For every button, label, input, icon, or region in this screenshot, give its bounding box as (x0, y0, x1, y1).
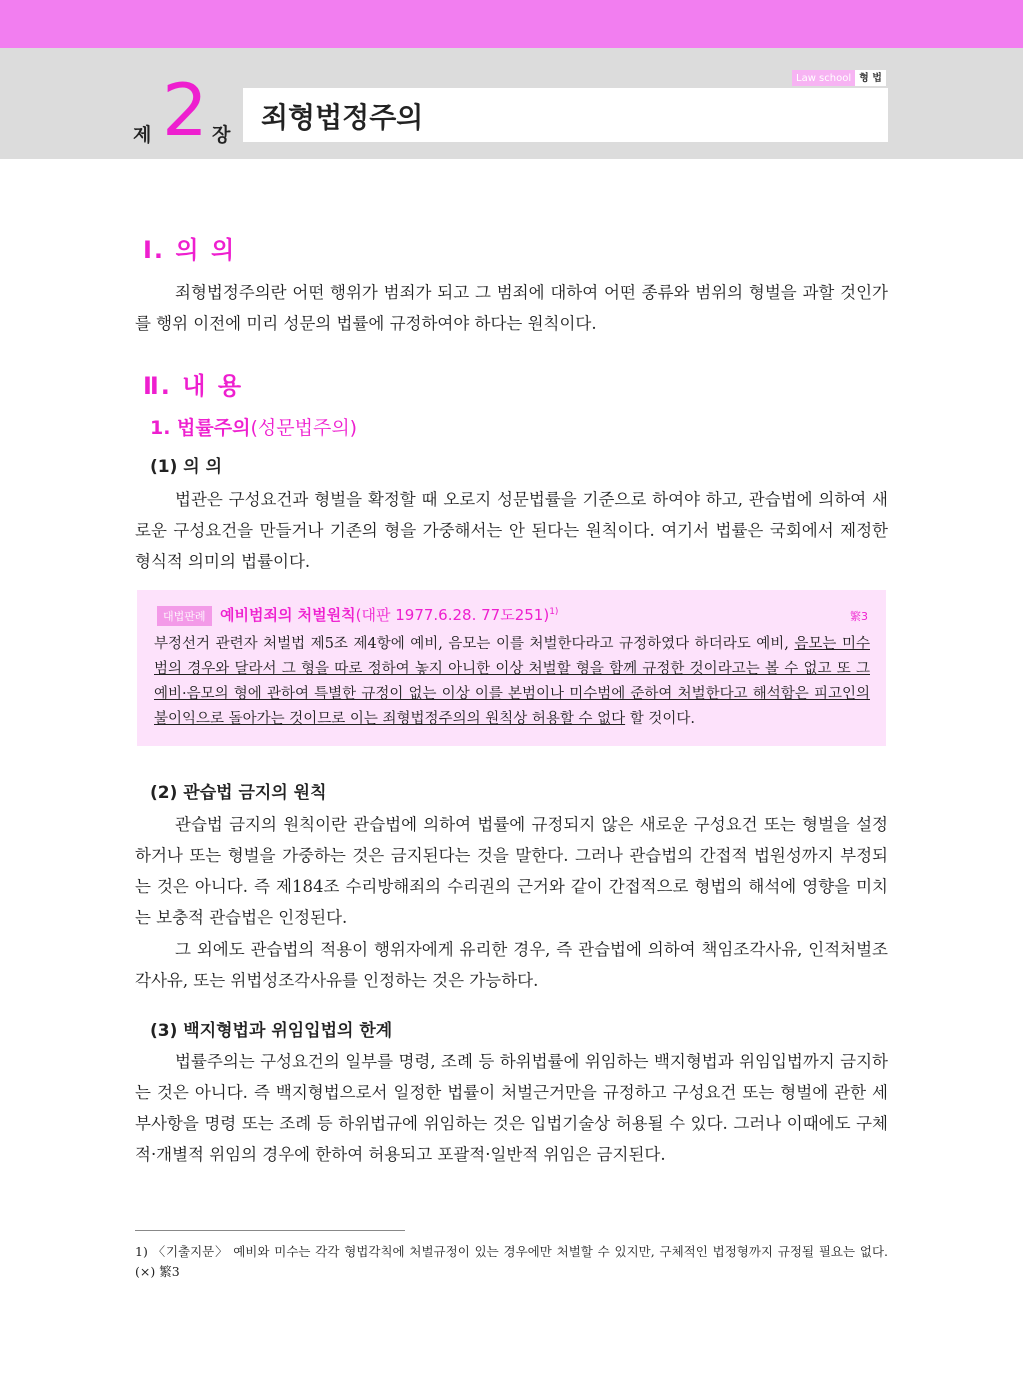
section-heading-2: Ⅱ. 내 용 (143, 372, 244, 400)
chapter-number: 2 (162, 68, 208, 152)
case-text: 부정선거 관련자 처벌법 제5조 제4항에 예비, 음모는 이를 처벌한다라고 규정하였다 하더라도 예비, 음모는 미수범의 경우와 달라서 그 형을 따로 정하여 놓지 아니한 이상 처벌할 형을 함께 규정한 것이라고는 볼 수 없고 또 그 예비·음모의 형에 관하여 특별한 규정이 없는 이상 이를 본범이나 미수범에 준하여 처벌한다고 해석함은 피고인의 불이익으로 돌아가는 것이므로 이는 죄형법정주의의 원칙상 허용할 수 없다 할 것이다. (154, 636, 870, 727)
running-header-tag (792, 70, 886, 86)
case-badge: 대법판례 (157, 606, 212, 626)
chapter-title: 죄형법정주의 (261, 101, 424, 134)
series-label: Law school (792, 70, 855, 86)
footnote: 1) 〈기출지문〉 예비와 미수는 각각 형법각칙에 처벌규정이 있는 경우에만 처벌할 수 있지만, 구체적인 법정형까지 규정될 필요는 없다. (×) 繁3 (135, 1244, 888, 1279)
underlined-holding: 음모는 미수범의 경우와 달라서 그 형을 따로 정하여 놓지 아니한 이상 처벌할 형을 함께 규정한 것이라고는 볼 수 없고 또 그 예비·음모의 형에 관하여 특별한 규정이 없는 이상 이를 본범이나 미수범에 준하여 처벌한다고 해석함은 피고인의 불이익으로 돌아가는 것이므로 이는 죄형법정주의의 원칙상 허용할 수 없다 (154, 636, 870, 727)
point-2-paragraph-1: 관습법 금지의 원칙이란 관습법에 의하여 법률에 규정되지 않은 새로운 구성요건 또는 형벌을 설정하거나 또는 형벌을 가중하는 것은 금지된다는 것을 말한다. 그러나 관습법의 간접적 법원성까지 부정되는 것은 아니다. 즉 제184조 수리방해죄의 수리권의 근거와 같이 간접적으로 형법의 해석에 영향을 미치는 보충적 관습법은 인정된다. (135, 815, 888, 927)
subject-label: 형 법 (855, 70, 886, 86)
footnote-divider (135, 1230, 405, 1231)
chapter-title-box (243, 88, 888, 142)
case-title: 예비범죄의 처벌원칙(대판 1977.6.28. 77도251)$^{1)}$ (220, 606, 559, 624)
point-heading-3: (3) 백지형법과 위임입법의 한계 (150, 1021, 393, 1041)
point-3-paragraph: 법률주의는 구성요건의 일부를 명령, 조례 등 하위법률에 위임하는 백지형법과 위임입법까지 금지하는 것은 아니다. 즉 백지형법으로서 일정한 법률이 처벌근거만을 규정하고 구성요건 또는 형벌에 관한 세부사항을 명령 또는 조례 등 하위법규에 위임하는 것은 입법기술상 허용될 수 있다. 그러나 이때에도 구체적·개별적 위임의 경우에 한하여 허용되고 포괄적·일반적 위임은 금지된다. (135, 1052, 888, 1164)
point-heading-1: (1) 의 의 (150, 457, 223, 477)
section-heading-1: Ⅰ. 의 의 (143, 236, 237, 264)
chapter-suffix: 장 (212, 124, 231, 146)
top-accent-bar (0, 0, 1023, 48)
subsection-heading-1: 1. 법률주의(성문법주의) (150, 417, 358, 439)
point-2-paragraph-2: 그 외에도 관습법의 적용이 행위자에게 유리한 경우, 즉 관습법에 의하여 책임조각사유, 인적처벌조각사유, 또는 위법성조각사유를 인정하는 것은 가능하다. (135, 940, 888, 990)
section-1-paragraph: 죄형법정주의란 어떤 행위가 범죄가 되고 그 범죄에 대하여 어떤 종류와 범위의 형벌을 과할 것인가를 행위 이전에 미리 성문의 법률에 규정하여야 하다는 원칙이다. (135, 283, 888, 333)
point-heading-2: (2) 관습법 금지의 원칙 (150, 783, 327, 803)
footnote-ref: 1) (549, 607, 559, 617)
point-1-paragraph: 법관은 구성요건과 형벌을 확정할 때 오로지 성문법률을 기준으로 하여야 하고, 관습법에 의하여 새로운 구성요건을 만들거나 기존의 형을 가중해서는 안 된다는 원칙이다. 여기서 법률은 국회에서 제정한 형식적 의미의 법률이다. (135, 490, 888, 571)
chapter-prefix: 제 (133, 124, 152, 146)
case-law-box (137, 590, 886, 746)
exam-mark: 繁3 (850, 610, 868, 623)
